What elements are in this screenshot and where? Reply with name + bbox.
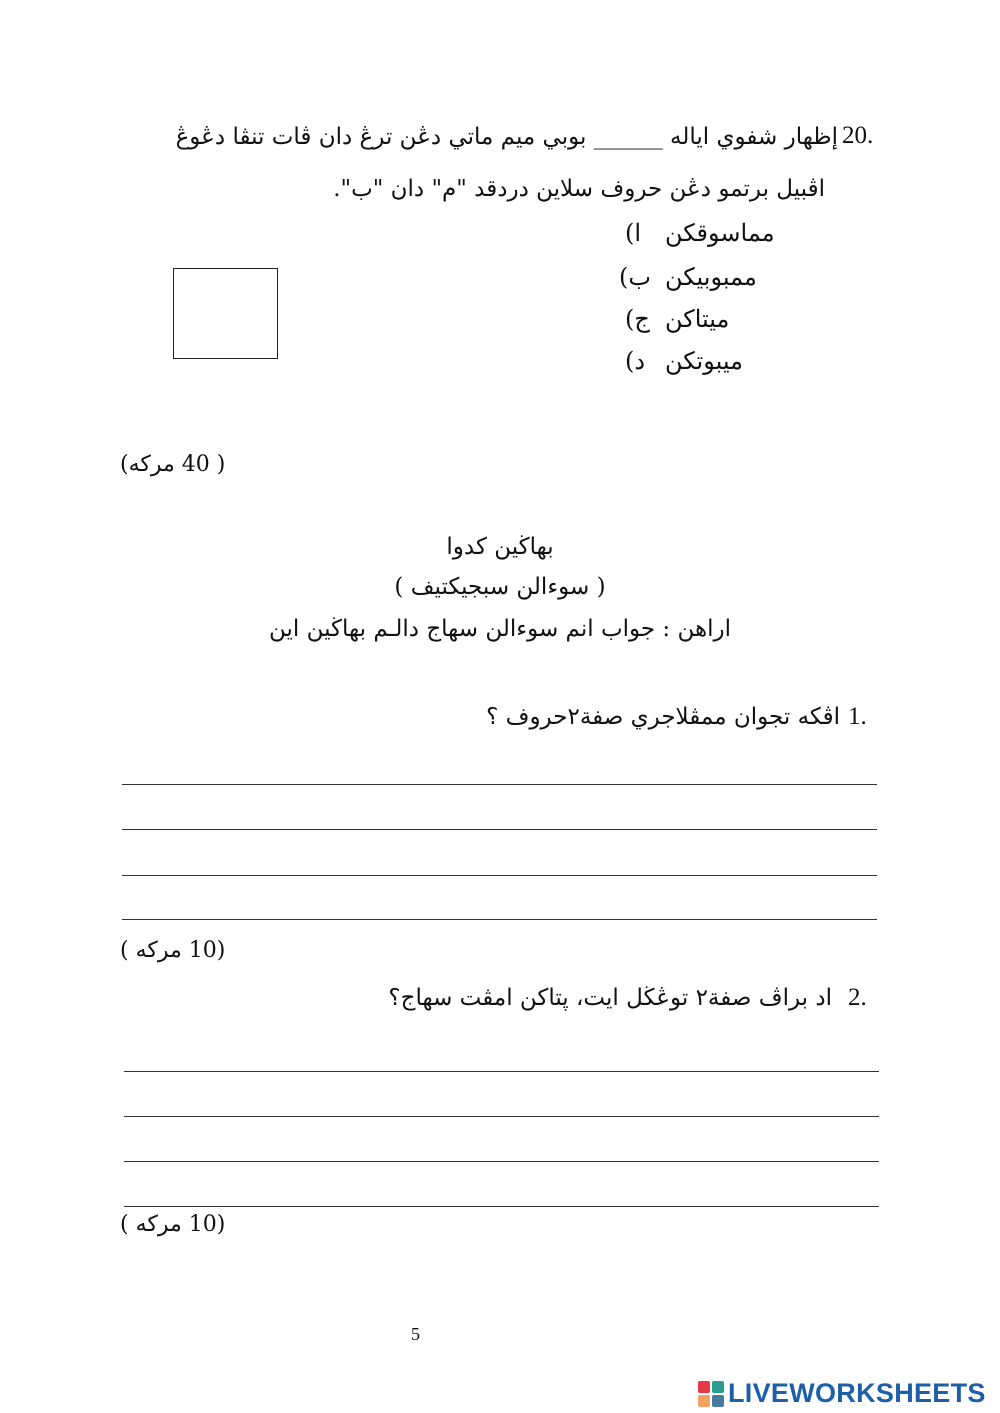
option-d-text: ميبوتكن <box>665 347 743 375</box>
option-b <box>619 263 825 305</box>
page-number: 5 <box>411 1324 420 1344</box>
question-2-marks: (10 مركه ) <box>120 1212 226 1237</box>
answer-line-q1-1[interactable] <box>122 784 877 785</box>
question-2-text: اد براڤ صفة٢ توڠڬل ايت، ڽتاكن امڤت سهاج؟ <box>388 985 832 1011</box>
question-2-number: 2. <box>848 984 867 1011</box>
answer-box-question-20[interactable] <box>173 268 278 359</box>
answer-line-q1-2[interactable] <box>122 829 877 830</box>
option-d <box>625 347 825 389</box>
option-c <box>625 305 825 347</box>
section-b-title: بهاڬين كدوا <box>446 534 554 560</box>
liveworksheets-logo-icon <box>698 1381 724 1407</box>
option-c-text: ميتاكن <box>665 305 730 333</box>
logo-square <box>712 1381 724 1393</box>
answer-line-q1-4[interactable] <box>122 919 877 920</box>
question-20-line-2: اڤبيل برتمو دڠن حروف سلاين دردقد "م" دان "ب". <box>333 176 825 202</box>
section-a-marks: ( 40 مركه) <box>120 452 226 477</box>
option-a-label: ا) <box>625 219 642 247</box>
option-c-label: ج) <box>625 305 650 333</box>
option-b-label: ب) <box>619 263 651 291</box>
liveworksheets-logo <box>698 1378 986 1409</box>
liveworksheets-wordmark: LIVEWORKSHEETS <box>728 1378 986 1408</box>
logo-square <box>698 1395 710 1407</box>
question-20-line-1: إظهار شفوي اياله ______ بوبي ميم ماتي دڠن ترڠ دان ڤات تنڤا دڠوڠ <box>175 124 838 150</box>
question-20-options <box>619 219 825 389</box>
question-1-text: اڤكه تجوان ممڤلاجري صفة٢حروف ؟ <box>486 704 840 730</box>
logo-square <box>712 1395 724 1407</box>
answer-line-q2-2[interactable] <box>124 1116 879 1117</box>
question-20-number: 20. <box>842 122 874 149</box>
section-b-instruction: اراهن : جواب انم سوءالن سهاج دالـم بهاڬين اين <box>269 616 731 642</box>
option-a <box>625 219 825 263</box>
option-b-text: ممبوبيكن <box>665 263 757 291</box>
answer-line-q2-3[interactable] <box>124 1161 879 1162</box>
option-a-text: مماسوقكن <box>665 219 775 247</box>
option-d-label: د) <box>625 347 646 375</box>
question-1-number: 1. <box>848 703 867 730</box>
answer-line-q2-4[interactable] <box>124 1206 879 1207</box>
section-b-subtitle: ( سوءالن سبجيكتيف ) <box>394 574 606 600</box>
answer-line-q2-1[interactable] <box>124 1071 879 1072</box>
question-1-marks: (10 مركه ) <box>120 938 226 963</box>
answer-line-q1-3[interactable] <box>122 875 877 876</box>
logo-square <box>698 1381 710 1393</box>
